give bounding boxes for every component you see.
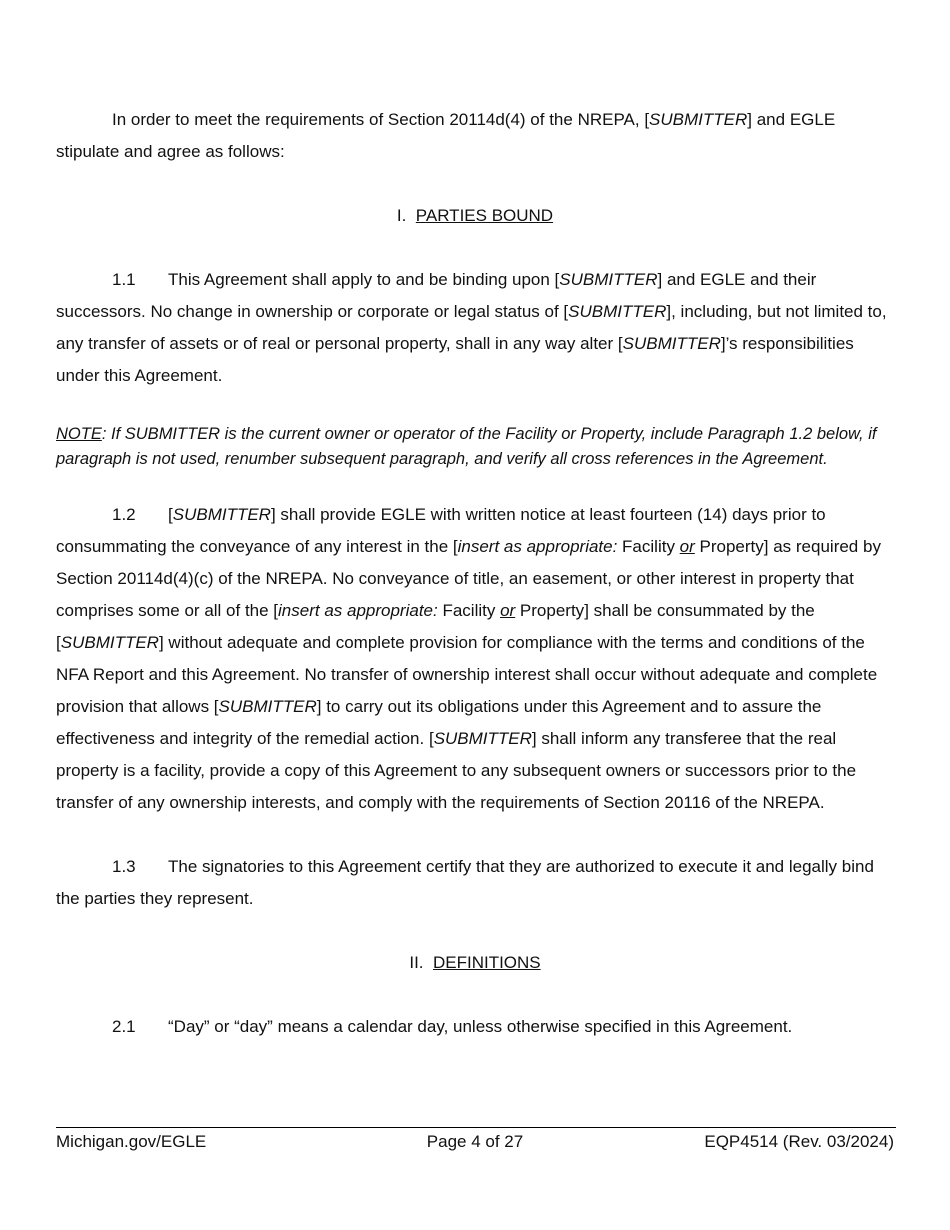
paragraph-text: The signatories to this Agreement certify that they are authorized to execute it and legally bind the parties they represent. bbox=[56, 857, 874, 908]
submitter-placeholder: SUBMITTER bbox=[649, 110, 748, 129]
note-text: : If SUBMITTER is the current owner or operator of the Facility or Property, include Paragraph 1.2 below, if paragraph is not used, renumber subsequent paragraph, and verify all cross references in the Agreement. bbox=[56, 425, 877, 468]
submitter-placeholder: SUBMITTER bbox=[433, 729, 532, 748]
paragraph-1-2 bbox=[56, 499, 894, 819]
paragraph-number: 1.3 bbox=[112, 857, 136, 876]
paragraph-number: 1.1 bbox=[112, 270, 136, 289]
page-footer bbox=[56, 1128, 894, 1156]
paragraph-text: [ bbox=[168, 505, 173, 524]
paragraph-number: 1.2 bbox=[112, 505, 136, 524]
paragraph-text: ] and EGLE and their successors. No change in ownership or corporate or legal status of [ bbox=[56, 270, 817, 321]
submitter-placeholder: SUBMITTER bbox=[218, 697, 317, 716]
section-title: DEFINITIONS bbox=[432, 953, 541, 972]
paragraph-text: ] shall be consummated by the [ bbox=[56, 601, 815, 652]
section-numeral: I. bbox=[396, 206, 407, 225]
submitter-placeholder: SUBMITTER bbox=[172, 505, 271, 524]
paragraph-text: Facility bbox=[437, 601, 501, 620]
paragraph-text: ]’s responsibilities under this Agreement. bbox=[56, 334, 854, 385]
paragraph-text: ] shall provide EGLE with written notice at least fourteen (14) days prior to consummating the conveyance of any interest in the [ bbox=[56, 505, 826, 556]
section-heading-parties-bound bbox=[56, 200, 894, 232]
note-label: NOTE bbox=[56, 425, 102, 443]
paragraph-text: ] to carry out its obligations under this Agreement and to assure the effectiveness and integrity of the remedial action. [ bbox=[56, 697, 822, 748]
paragraph-text: Property bbox=[515, 601, 585, 620]
footer-website: Michigan.gov/EGLE bbox=[56, 1132, 207, 1151]
submitter-placeholder: SUBMITTER bbox=[559, 270, 658, 289]
note-block bbox=[56, 422, 894, 471]
submitter-placeholder: SUBMITTER bbox=[60, 633, 159, 652]
submitter-placeholder: SUBMITTER bbox=[568, 302, 667, 321]
insert-instruction: insert as appropriate: bbox=[457, 537, 618, 556]
paragraph-text: This Agreement shall apply to and be binding upon [ bbox=[168, 270, 560, 289]
paragraph-text: ] without adequate and complete provision for compliance with the terms and conditions of the NFA Report and this Agreement. No transfer of ownership interest shall occur without adequate and complete provision that allows [ bbox=[56, 633, 878, 716]
intro-text-end: ] and EGLE stipulate and agree as follows: bbox=[56, 110, 836, 161]
section-numeral: II. bbox=[409, 953, 424, 972]
paragraph-text: Property] as required by Section 20114d(4)(c) of the NREPA. No conveyance of title, an easement, or other interest in property that comprises some or all of the [ bbox=[56, 537, 881, 620]
submitter-placeholder: SUBMITTER bbox=[622, 334, 721, 353]
section-title: PARTIES BOUND bbox=[415, 206, 554, 225]
document-body bbox=[56, 104, 894, 1043]
insert-instruction: insert as appropriate: bbox=[278, 601, 438, 620]
section-heading-definitions bbox=[56, 947, 894, 979]
paragraph-text: “Day” or “day” means a calendar day, unless otherwise specified in this Agreement. bbox=[168, 1017, 793, 1036]
intro-paragraph bbox=[56, 104, 894, 168]
paragraph-2-1 bbox=[56, 1011, 894, 1043]
paragraph-text: ], including, but not limited to, any transfer of assets or of real or personal property, shall in any way alter [ bbox=[56, 302, 887, 353]
footer-page-number: Page 4 of 27 bbox=[426, 1132, 524, 1151]
footer-form-id: EQP4514 (Rev. 03/2024) bbox=[704, 1132, 894, 1151]
paragraph-number: 2.1 bbox=[112, 1017, 136, 1036]
paragraph-1-1 bbox=[56, 264, 894, 392]
paragraph-1-3 bbox=[56, 851, 894, 915]
or-underlined: or bbox=[500, 601, 516, 620]
intro-text: In order to meet the requirements of Section 20114d(4) of the NREPA, [ bbox=[112, 110, 650, 129]
or-underlined: or bbox=[679, 537, 695, 556]
paragraph-text: Facility bbox=[617, 537, 680, 556]
paragraph-text: ] shall inform any transferee that the real property is a facility, provide a copy of this Agreement to any subsequent owners or successors prior to the transfer of any ownership interests, and comply with the requirements of Section 20116 of the NREPA. bbox=[56, 729, 857, 812]
